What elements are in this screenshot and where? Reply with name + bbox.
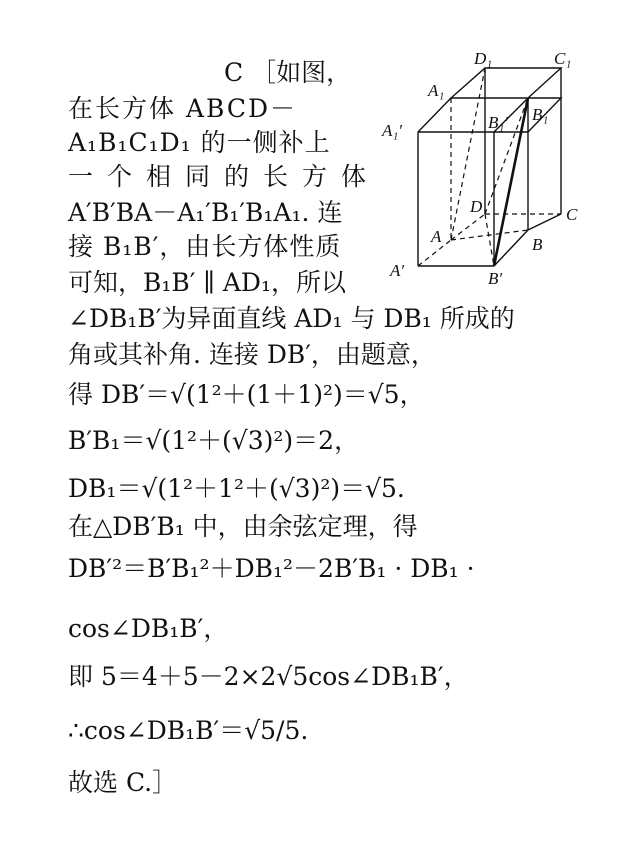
solution-line-17: ∴cos∠DB₁B′＝√5/5. [68,716,309,745]
edge-b-c [528,214,561,230]
label-b1: B₁ [532,105,549,124]
label-c1: C₁ [554,52,572,68]
hidden-a-b [451,230,528,240]
solution-line-1: C ［如图， [224,58,352,87]
solution-line-7: 可知，B₁B′ ∥ AD₁，所以 [68,268,347,297]
label-a1: A₁ [428,81,445,100]
solution-line-9: 角或其补角. 连接 DB′，由题意， [68,340,436,369]
solution-line-6: 接 B₁B′，由长方体性质 [68,232,342,261]
solution-line-5: A′B′BA－A₁′B₁′B₁A₁. 连 [68,198,343,227]
label-bp: B′ [488,269,503,288]
label-d1: D₁ [474,52,493,68]
solution-line-2: 在长方体 ABCD－ [68,94,298,123]
solution-line-3: A₁B₁C₁D₁ 的一侧补上 [68,128,331,157]
solution-line-10: 得 DB′＝√(1²＋(1＋1)²)＝√5， [68,380,425,409]
label-a1p: A₁′ [382,121,403,140]
solution-line-16: 即 5＝4＋5－2×2√5cos∠DB₁B′， [68,662,469,691]
solution-line-11: B′B₁＝√(1²＋(√3)²)＝2， [68,426,360,455]
solution-line-13: 在△DB′B₁ 中，由余弦定理，得 [68,512,418,541]
label-b1p: B₁′ [488,113,509,132]
hidden-d-bp [485,214,494,266]
cuboid-figure [376,52,586,292]
label-ap: A′ [390,261,405,280]
label-c: C [566,205,578,224]
solution-line-4: 一个相同的长方体 [68,162,381,191]
label-a: A [431,227,442,246]
solution-line-15: cos∠DB₁B′， [68,614,229,643]
solution-line-18: 故选 C.］ [68,768,178,797]
label-b: B [532,235,543,254]
edge-back-top [451,68,561,98]
solution-line-14: DB′²＝B′B₁²＋DB₁²－2B′B₁ · DB₁ · [68,554,475,583]
solution-line-12: DB₁＝√(1²＋1²＋(√3)²)＝√5. [68,474,405,503]
label-d: D [470,197,483,216]
solution-line-8: ∠DB₁B′为异面直线 AD₁ 与 DB₁ 所成的 [68,304,515,333]
